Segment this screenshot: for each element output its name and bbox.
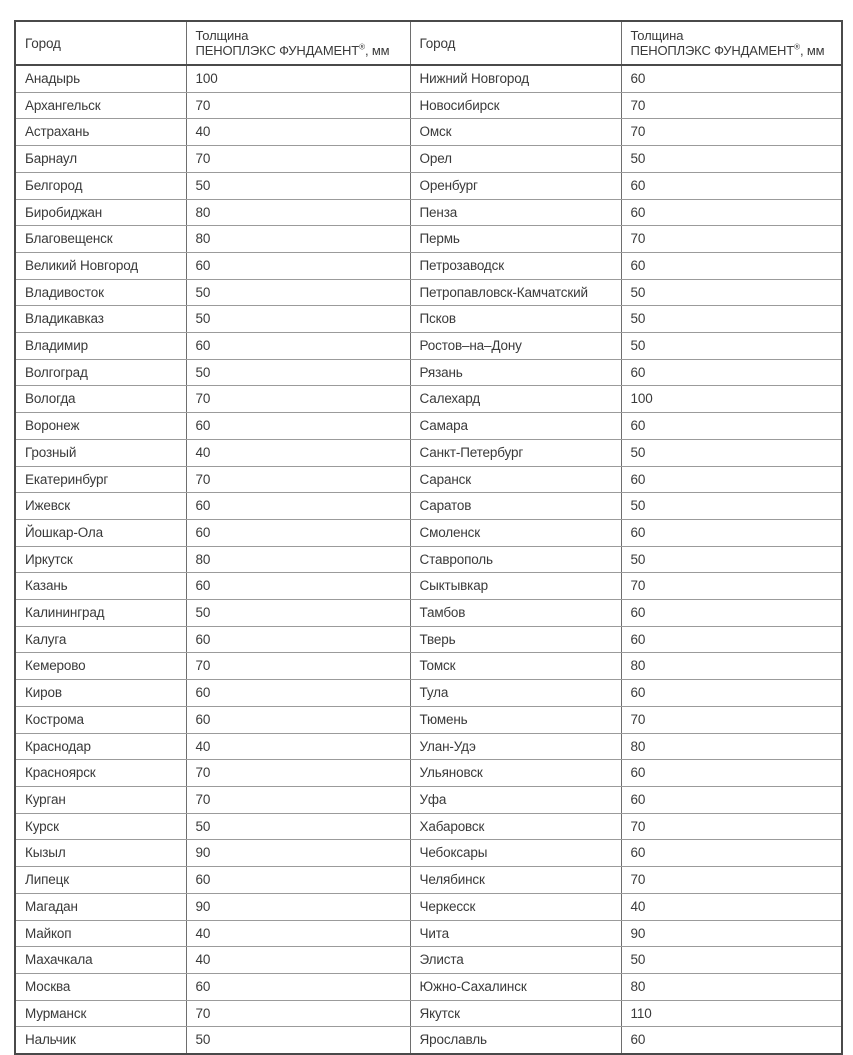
city-cell: Казань: [15, 573, 186, 600]
thickness-header-line1: Толщина: [195, 28, 249, 43]
thickness-cell: 70: [186, 146, 410, 173]
thickness-header-lines: [631, 28, 836, 58]
city-cell: Волгоград: [15, 359, 186, 386]
thickness-table: [14, 20, 843, 1055]
thickness-cell: 60: [621, 65, 842, 92]
table-row: [15, 920, 842, 947]
city-cell: Ставрополь: [410, 546, 621, 573]
thickness-cell: 50: [621, 439, 842, 466]
city-cell: Смоленск: [410, 519, 621, 546]
thickness-cell: 60: [186, 333, 410, 360]
city-cell: Южно-Сахалинск: [410, 973, 621, 1000]
city-cell: Саранск: [410, 466, 621, 493]
city-cell: Хабаровск: [410, 813, 621, 840]
thickness-cell: 60: [621, 252, 842, 279]
city-cell: Ярославль: [410, 1027, 621, 1054]
table-row: [15, 119, 842, 146]
city-cell: Ульяновск: [410, 760, 621, 787]
thickness-cell: 60: [621, 172, 842, 199]
thickness-cell: 60: [621, 840, 842, 867]
table-row: [15, 386, 842, 413]
thickness-cell: 50: [186, 813, 410, 840]
thickness-cell: 50: [186, 600, 410, 627]
registered-trademark-icon: ®: [359, 42, 365, 52]
thickness-cell: 60: [186, 493, 410, 520]
thickness-cell: 80: [621, 973, 842, 1000]
thickness-cell: 60: [186, 626, 410, 653]
thickness-cell: 70: [186, 786, 410, 813]
city-cell: Воронеж: [15, 413, 186, 440]
thickness-cell: 70: [621, 813, 842, 840]
city-cell: Ростов–на–Дону: [410, 333, 621, 360]
city-cell: Санкт-Петербург: [410, 439, 621, 466]
thickness-cell: 60: [186, 973, 410, 1000]
thickness-cell: 60: [621, 466, 842, 493]
thickness-cell: 60: [621, 413, 842, 440]
thickness-cell: 50: [621, 493, 842, 520]
city-cell: Анадырь: [15, 65, 186, 92]
thickness-header-left: [186, 21, 410, 65]
city-cell: Рязань: [410, 359, 621, 386]
thickness-header-line1: Толщина: [630, 28, 684, 43]
city-cell: Йошкар-Ола: [15, 519, 186, 546]
city-cell: Челябинск: [410, 867, 621, 894]
table-row: [15, 973, 842, 1000]
thickness-cell: 50: [186, 306, 410, 333]
city-cell: Иркутск: [15, 546, 186, 573]
thickness-cell: 80: [621, 653, 842, 680]
table-row: [15, 840, 842, 867]
thickness-cell: 50: [186, 172, 410, 199]
table-row: [15, 600, 842, 627]
city-header-label: Город: [419, 35, 456, 51]
table-row: [15, 172, 842, 199]
city-header-left: [15, 21, 186, 65]
city-cell: Якутск: [410, 1000, 621, 1027]
table-row: [15, 546, 842, 573]
city-cell: Омск: [410, 119, 621, 146]
thickness-cell: 80: [186, 226, 410, 253]
city-cell: Магадан: [15, 893, 186, 920]
thickness-cell: 40: [186, 947, 410, 974]
thickness-cell: 60: [621, 600, 842, 627]
thickness-cell: 40: [621, 893, 842, 920]
table-row: [15, 947, 842, 974]
city-cell: Сыктывкар: [410, 573, 621, 600]
city-cell: Петрозаводск: [410, 252, 621, 279]
city-cell: Самара: [410, 413, 621, 440]
city-cell: Москва: [15, 973, 186, 1000]
city-cell: Тамбов: [410, 600, 621, 627]
thickness-cell: 60: [621, 519, 842, 546]
thickness-cell: 70: [621, 867, 842, 894]
thickness-cell: 60: [621, 1027, 842, 1054]
city-cell: Тюмень: [410, 706, 621, 733]
thickness-cell: 60: [621, 760, 842, 787]
city-cell: Владимир: [15, 333, 186, 360]
table-row: [15, 333, 842, 360]
city-cell: Оренбург: [410, 172, 621, 199]
thickness-cell: 80: [621, 733, 842, 760]
city-cell: Великий Новгород: [15, 252, 186, 279]
city-cell: Томск: [410, 653, 621, 680]
table-row: [15, 252, 842, 279]
thickness-header-right: [621, 21, 842, 65]
table-row: [15, 466, 842, 493]
city-cell: Киров: [15, 680, 186, 707]
unit-label: , мм: [364, 43, 390, 58]
thickness-cell: 90: [621, 920, 842, 947]
thickness-header-line2: [631, 43, 836, 58]
city-cell: Краснодар: [15, 733, 186, 760]
brand-name: ПЕНОПЛЭКС ФУНДАМЕНТ: [630, 43, 795, 58]
thickness-cell: 40: [186, 439, 410, 466]
city-cell: Тула: [410, 680, 621, 707]
table-row: [15, 760, 842, 787]
city-cell: Астрахань: [15, 119, 186, 146]
city-cell: Саратов: [410, 493, 621, 520]
thickness-cell: 70: [186, 1000, 410, 1027]
thickness-cell: 50: [621, 333, 842, 360]
thickness-cell: 80: [186, 199, 410, 226]
city-cell: Липецк: [15, 867, 186, 894]
thickness-cell: 70: [621, 92, 842, 119]
table-row: [15, 279, 842, 306]
thickness-cell: 40: [186, 733, 410, 760]
city-cell: Пенза: [410, 199, 621, 226]
city-header-label: Город: [25, 35, 61, 51]
registered-trademark-icon: ®: [794, 42, 800, 52]
thickness-cell: 60: [186, 519, 410, 546]
table-row: [15, 680, 842, 707]
thickness-cell: 50: [186, 359, 410, 386]
city-cell: Улан-Удэ: [410, 733, 621, 760]
thickness-cell: 50: [186, 1027, 410, 1054]
city-cell: Салехард: [410, 386, 621, 413]
city-cell: Орел: [410, 146, 621, 173]
unit-label: , мм: [799, 43, 825, 58]
thickness-cell: 70: [186, 386, 410, 413]
thickness-cell: 70: [186, 466, 410, 493]
city-cell: Грозный: [15, 439, 186, 466]
thickness-header-line2: [196, 43, 404, 58]
city-cell: Кызыл: [15, 840, 186, 867]
header-row: [15, 21, 842, 65]
thickness-cell: 70: [621, 706, 842, 733]
thickness-cell: 50: [621, 947, 842, 974]
city-cell: Уфа: [410, 786, 621, 813]
city-cell: Калуга: [15, 626, 186, 653]
table-row: [15, 573, 842, 600]
table-row: [15, 786, 842, 813]
city-cell: Тверь: [410, 626, 621, 653]
thickness-cell: 60: [186, 867, 410, 894]
thickness-cell: 50: [621, 546, 842, 573]
city-cell: Нальчик: [15, 1027, 186, 1054]
city-cell: Белгород: [15, 172, 186, 199]
city-cell: Вологда: [15, 386, 186, 413]
thickness-cell: 110: [621, 1000, 842, 1027]
table-row: [15, 1000, 842, 1027]
city-cell: Петропавловск-Камчатский: [410, 279, 621, 306]
city-cell: Элиста: [410, 947, 621, 974]
thickness-cell: 100: [621, 386, 842, 413]
city-cell: Чита: [410, 920, 621, 947]
thickness-cell: 80: [186, 546, 410, 573]
city-cell: Махачкала: [15, 947, 186, 974]
thickness-cell: 60: [186, 573, 410, 600]
thickness-cell: 70: [186, 653, 410, 680]
thickness-cell: 60: [186, 680, 410, 707]
table-row: [15, 65, 842, 92]
city-cell: Ижевск: [15, 493, 186, 520]
city-cell: Новосибирск: [410, 92, 621, 119]
table-row: [15, 306, 842, 333]
thickness-cell: 70: [621, 226, 842, 253]
thickness-cell: 50: [621, 306, 842, 333]
thickness-cell: 60: [186, 413, 410, 440]
table-row: [15, 199, 842, 226]
thickness-cell: 70: [186, 760, 410, 787]
city-cell: Пермь: [410, 226, 621, 253]
city-cell: Чебоксары: [410, 840, 621, 867]
table-row: [15, 626, 842, 653]
thickness-cell: 70: [186, 92, 410, 119]
thickness-cell: 50: [186, 279, 410, 306]
city-cell: Благовещенск: [15, 226, 186, 253]
thickness-cell: 60: [621, 786, 842, 813]
city-cell: Барнаул: [15, 146, 186, 173]
city-cell: Калининград: [15, 600, 186, 627]
city-cell: Красноярск: [15, 760, 186, 787]
city-cell: Майкоп: [15, 920, 186, 947]
city-cell: Екатеринбург: [15, 466, 186, 493]
thickness-cell: 60: [621, 626, 842, 653]
city-cell: Архангельск: [15, 92, 186, 119]
city-cell: Кемерово: [15, 653, 186, 680]
table-row: [15, 519, 842, 546]
city-cell: Курган: [15, 786, 186, 813]
thickness-cell: 70: [621, 573, 842, 600]
thickness-cell: 60: [621, 680, 842, 707]
thickness-cell: 50: [621, 279, 842, 306]
city-cell: Кострома: [15, 706, 186, 733]
brand-name: ПЕНОПЛЭКС ФУНДАМЕНТ: [195, 43, 360, 58]
thickness-cell: 40: [186, 920, 410, 947]
city-cell: Владикавказ: [15, 306, 186, 333]
table-row: [15, 439, 842, 466]
table-body: [15, 65, 842, 1054]
table-row: [15, 92, 842, 119]
city-cell: Мурманск: [15, 1000, 186, 1027]
table-row: [15, 493, 842, 520]
thickness-cell: 70: [621, 119, 842, 146]
thickness-cell: 40: [186, 119, 410, 146]
thickness-cell: 100: [186, 65, 410, 92]
city-header-right: [410, 21, 621, 65]
city-cell: Нижний Новгород: [410, 65, 621, 92]
city-cell: Псков: [410, 306, 621, 333]
city-cell: Черкесск: [410, 893, 621, 920]
table-row: [15, 359, 842, 386]
table-row: [15, 813, 842, 840]
thickness-cell: 60: [621, 199, 842, 226]
city-cell: Биробиджан: [15, 199, 186, 226]
table-row: [15, 413, 842, 440]
table-row: [15, 706, 842, 733]
city-cell: Владивосток: [15, 279, 186, 306]
table-row: [15, 867, 842, 894]
thickness-cell: 60: [621, 359, 842, 386]
thickness-cell: 60: [186, 706, 410, 733]
city-cell: Курск: [15, 813, 186, 840]
table-header: [15, 21, 842, 65]
thickness-cell: 90: [186, 893, 410, 920]
table-row: [15, 733, 842, 760]
table-row: [15, 1027, 842, 1054]
thickness-cell: 50: [621, 146, 842, 173]
table-row: [15, 893, 842, 920]
thickness-header-lines: [196, 28, 404, 58]
thickness-cell: 60: [186, 252, 410, 279]
table-row: [15, 146, 842, 173]
thickness-cell: 90: [186, 840, 410, 867]
table-row: [15, 653, 842, 680]
table-row: [15, 226, 842, 253]
